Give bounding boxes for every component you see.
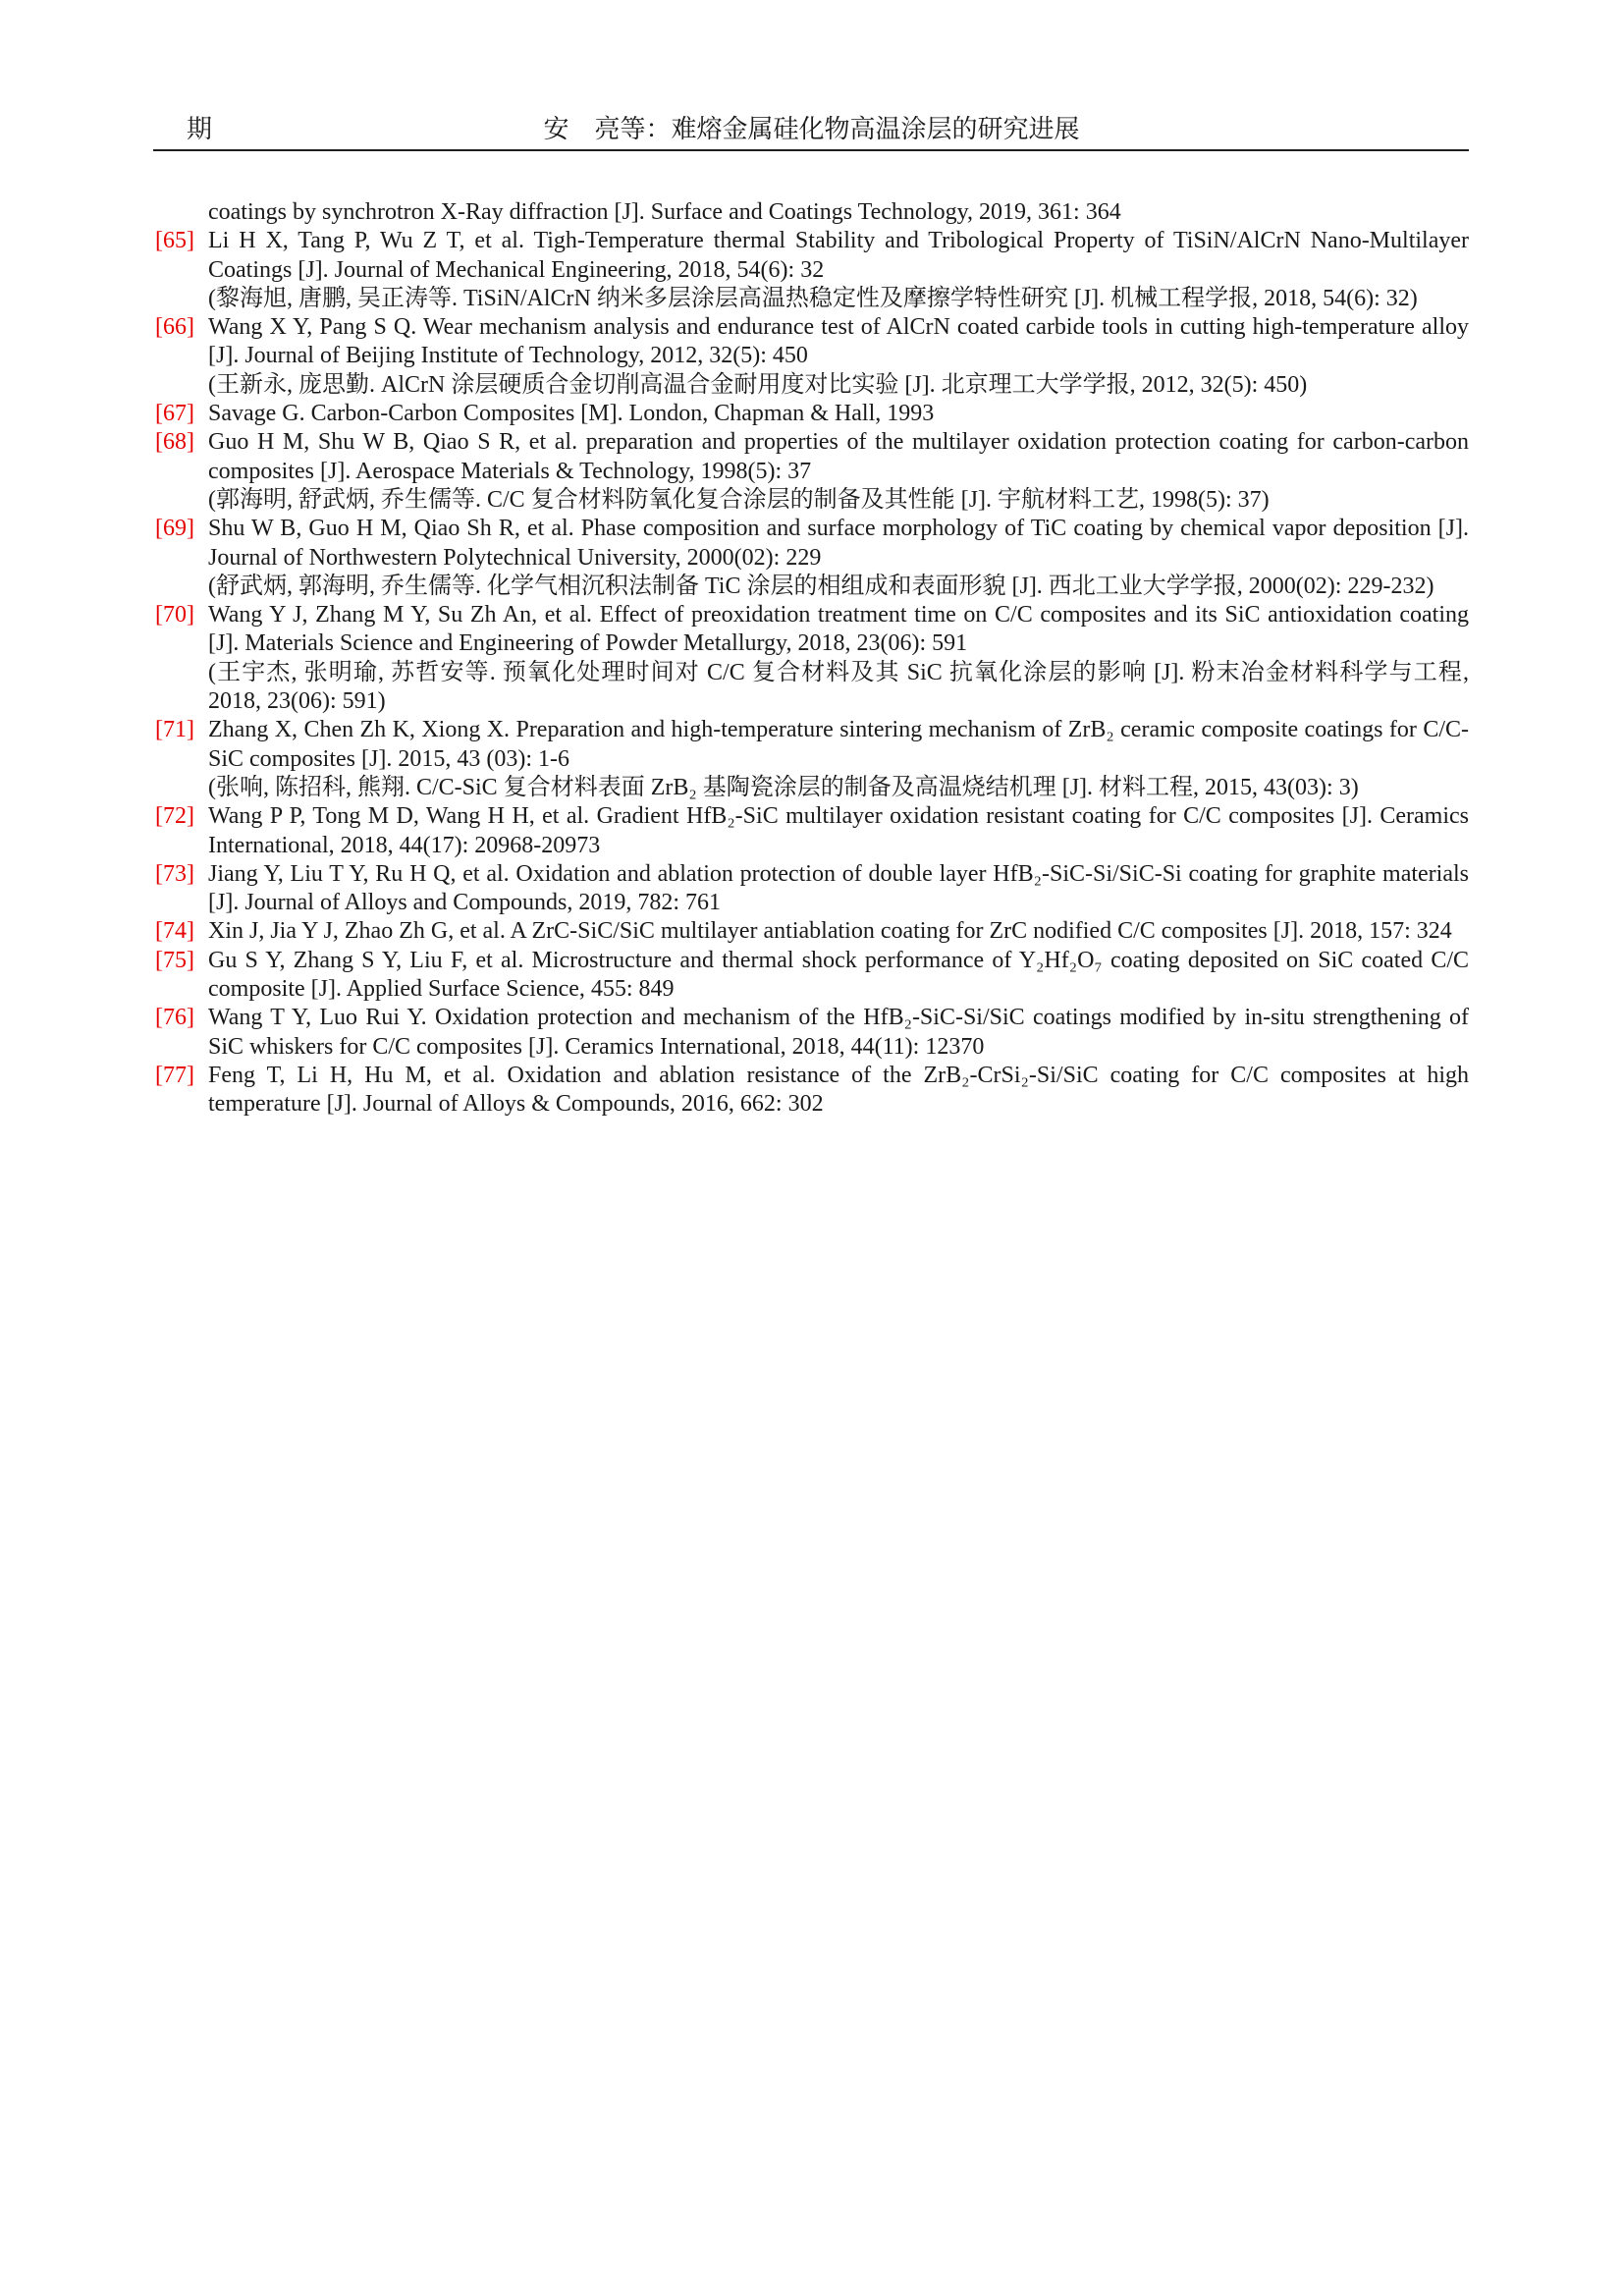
- reference-text-en: Feng T, Li H, Hu M, et al. Oxidation and ablation resistance of the ZrB₂-CrSi₂-Si/SiC coating for C/C composites at high temperature [J]. Journal of Alloys & Compounds, 2016, 662: 302: [208, 1062, 1469, 1118]
- reference-number: [76]: [155, 1005, 194, 1031]
- reference-list: [155, 198, 1469, 1120]
- reference-number: [67]: [155, 401, 194, 427]
- reference-item: [155, 601, 1469, 716]
- reference-text-en: Shu W B, Guo H M, Qiao Sh R, et al. Phase composition and surface morphology of TiC coating by chemical vapor deposition [J]. Journal of Northwestern Polytechnical University, 2000(02): 229: [208, 516, 1469, 571]
- reference-item: [155, 1062, 1469, 1120]
- reference-item: [155, 802, 1469, 860]
- reference-number: [71]: [155, 717, 194, 743]
- reference-text-en: Wang T Y, Luo Rui Y. Oxidation protection and mechanism of the HfB₂-SiC-Si/SiC coatings modified by in-situ strengthening of SiC whiskers for C/C composites [J]. Ceramics International, 2018, 44(11): 12370: [208, 1005, 1469, 1060]
- reference-item: [155, 428, 1469, 515]
- reference-number: [68]: [155, 429, 194, 456]
- reference-text-en: Guo H M, Shu W B, Qiao S R, et al. preparation and properties of the multilayer oxidation protection coating for carbon-carbon composites [J]. Aerospace Materials & Technology, 1998(5): 37: [208, 429, 1469, 484]
- reference-item: [155, 198, 1469, 227]
- reference-number: [73]: [155, 860, 194, 887]
- reference-text-zh: (舒武炳, 郭海明, 乔生儒等. 化学气相沉积法制备 TiC 涂层的相组成和表面形貌 [J]. 西北工业大学学报, 2000(02): 229-232): [208, 573, 1434, 599]
- reference-text-en: Jiang Y, Liu T Y, Ru H Q, et al. Oxidation and ablation protection of double layer HfB₂-SiC-Si/SiC-Si coating for graphite materials [J]. Journal of Alloys and Compounds, 2019, 782: 761: [208, 860, 1469, 916]
- reference-item: [155, 313, 1469, 400]
- reference-item: [155, 860, 1469, 918]
- reference-text-zh: (黎海旭, 唐鹏, 吴正涛等. TiSiN/AlCrN 纳米多层涂层高温热稳定性及摩擦学特性研究 [J]. 机械工程学报, 2018, 54(6): 32): [208, 285, 1418, 311]
- reference-text-en: Zhang X, Chen Zh K, Xiong X. Preparation and high-temperature sintering mechanism of ZrB₂ ceramic composite coatings for C/C-SiC composites [J]. 2015, 43 (03): 1-6: [208, 717, 1469, 772]
- reference-text-en: Xin J, Jia Y J, Zhao Zh G, et al. A ZrC-SiC/SiC multilayer antiablation coating for ZrC nodified C/C composites [J]. 2018, 157: 324: [208, 918, 1452, 945]
- reference-number: [70]: [155, 602, 194, 629]
- reference-item: [155, 515, 1469, 601]
- reference-item: [155, 716, 1469, 802]
- reference-number: [77]: [155, 1062, 194, 1088]
- reference-number: [66]: [155, 314, 194, 341]
- reference-number: [75]: [155, 947, 194, 973]
- reference-number: [72]: [155, 803, 194, 830]
- reference-item: [155, 400, 1469, 428]
- header-rule: [153, 149, 1469, 151]
- reference-text-zh: (张响, 陈招科, 熊翔. C/C-SiC 复合材料表面 ZrB₂ 基陶瓷涂层的制备及高温烧结机理 [J]. 材料工程, 2015, 43(03): 3): [208, 774, 1359, 800]
- reference-text-zh: (王新永, 庞思勤. AlCrN 涂层硬质合金切削高温合金耐用度对比实验 [J]. 北京理工大学学报, 2012, 32(5): 450): [208, 371, 1308, 398]
- reference-text-en: Wang X Y, Pang S Q. Wear mechanism analysis and endurance test of AlCrN coated carbide tools in cutting high-temperature alloy [J]. Journal of Beijing Institute of Technology, 2012, 32(5): 450: [208, 314, 1469, 369]
- reference-text-en: Gu S Y, Zhang S Y, Liu F, et al. Microstructure and thermal shock performance of Y₂Hf₂O₇ coating deposited on SiC coated C/C composite [J]. Applied Surface Science, 455: 849: [208, 947, 1469, 1003]
- reference-text-en: coatings by synchrotron X-Ray diffraction [J]. Surface and Coatings Technology, 2019, 361: 364: [208, 199, 1121, 225]
- reference-text-en: Wang P P, Tong M D, Wang H H, et al. Gradient HfB₂-SiC multilayer oxidation resistant coating for C/C composites [J]. Ceramics International, 2018, 44(17): 20968-20973: [208, 803, 1469, 858]
- reference-item: [155, 1004, 1469, 1062]
- reference-number: [74]: [155, 918, 194, 945]
- reference-text-en: Wang Y J, Zhang M Y, Su Zh An, et al. Effect of preoxidation treatment time on C/C composites and its SiC antioxidation coating [J]. Materials Science and Engineering of Powder Metallurgy, 2018, 23(06): 591: [208, 602, 1469, 657]
- reference-text-zh: (王宇杰, 张明瑜, 苏哲安等. 预氧化处理时间对 C/C 复合材料及其 SiC 抗氧化涂层的影响 [J]. 粉末冶金材料科学与工程, 2018, 23(06): 591): [208, 659, 1469, 715]
- reference-item: [155, 947, 1469, 1005]
- reference-item: [155, 917, 1469, 946]
- header-issue-label: 期: [187, 115, 213, 143]
- reference-text-zh: (郭海明, 舒武炳, 乔生儒等. C/C 复合材料防氧化复合涂层的制备及其性能 [J]. 宇航材料工艺, 1998(5): 37): [208, 486, 1270, 513]
- reference-text-en: Savage G. Carbon-Carbon Composites [M]. London, Chapman & Hall, 1993: [208, 401, 935, 427]
- reference-number: [69]: [155, 516, 194, 542]
- reference-item: [155, 227, 1469, 313]
- reference-number: [65]: [155, 228, 194, 254]
- header-running-title: 安 亮等：难熔金属硅化物高温涂层的研究进展: [543, 115, 1080, 143]
- reference-text-en: Li H X, Tang P, Wu Z T, et al. Tigh-Temperature thermal Stability and Tribological Property of TiSiN/AlCrN Nano-Multilayer Coatings [J]. Journal of Mechanical Engineering, 2018, 54(6): 32: [208, 228, 1469, 283]
